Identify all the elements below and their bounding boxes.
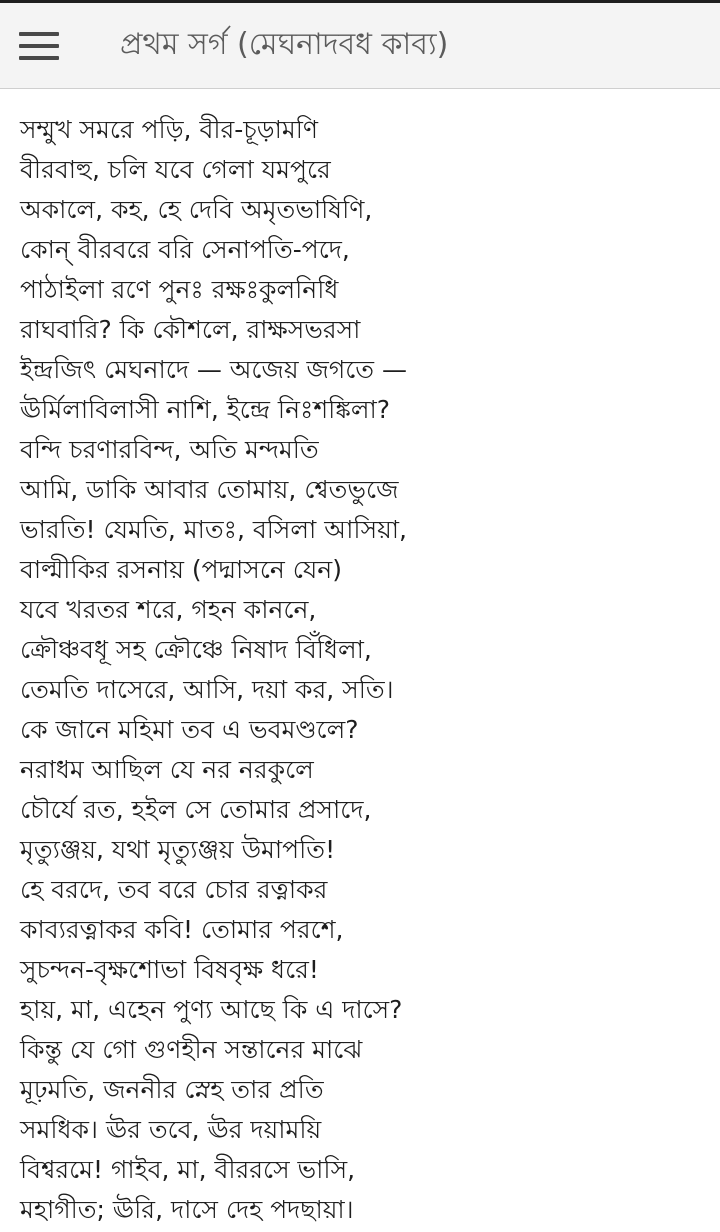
verse-line: হায়, মা, এহেন পুণ্য আছে কি এ দাসে? <box>20 995 403 1024</box>
verse-line: ভারতি! যেমতি, মাতঃ, বসিলা আসিয়া, <box>20 515 408 544</box>
verse-line: কোন্ বীরবরে বরি সেনাপতি-পদে, <box>20 235 350 264</box>
verse-line: পাঠাইলা রণে পুনঃ রক্ষঃকুলনিধি <box>20 275 339 304</box>
verse-line: সুচন্দন-বৃক্ষশোভা বিষবৃক্ষ ধরে! <box>20 955 319 984</box>
verse-line: কিন্তু যে গো গুণহীন সন্তানের মাঝে <box>20 1035 363 1064</box>
verse-line: ক্রৌঞ্চবধূ সহ ক্রৌঞ্চে নিষাদ বিঁধিলা, <box>20 635 372 664</box>
verse-line: ঊর্মিলাবিলাসী নাশি, ইন্দ্রে নিঃশঙ্কিলা? <box>20 395 391 424</box>
verse-line: সমধিক। ঊর তবে, ঊর দয়াময়ি <box>20 1115 322 1144</box>
verse-line: মহাগীত; ঊরি, দাসে দেহ পদছায়া। <box>20 1195 354 1224</box>
verse-line: আমি, ডাকি আবার তোমায়, শ্বেতভুজে <box>20 475 399 504</box>
verse-line: অকালে, কহ, হে দেবি অমৃতভাষিণি, <box>20 195 373 224</box>
verse-line: চৌর্যে রত, হইল সে তোমার প্রসাদে, <box>20 795 372 824</box>
menu-icon-bar <box>19 56 59 60</box>
verse-line: কে জানে মহিমা তব এ ভবমণ্ডলে? <box>20 715 359 744</box>
verse-line: যবে খরতর শরে, গহন কাননে, <box>20 595 317 624</box>
hamburger-menu-icon[interactable] <box>10 19 68 73</box>
verse-line: বাল্মীকির রসনায় (পদ্মাসনে যেন) <box>20 555 342 584</box>
verse-line: হে বরদে, তব বরে চোর রত্নাকর <box>20 875 328 904</box>
verse-line: মূঢ়মতি, জননীর স্নেহ তার প্রতি <box>20 1075 324 1104</box>
verse-line: বন্দি চরণারবিন্দ, অতি মন্দমতি <box>20 435 319 464</box>
verse-line: বীরবাহু, চলি যবে গেলা যমপুরে <box>20 155 331 184</box>
verse-line: নরাধম আছিল যে নর নরকুলে <box>20 755 314 784</box>
verse-line: কাব্যরত্নাকর কবি! তোমার পরশে, <box>20 915 344 944</box>
menu-icon-bar <box>19 32 59 36</box>
verse-line: মৃত্যুঞ্জয়, যথা মৃত্যুঞ্জয় উমাপতি! <box>20 835 336 864</box>
menu-icon-bar <box>19 44 59 48</box>
verse-line: বিশ্বরমে! গাইব, মা, বীররসে ভাসি, <box>20 1155 356 1184</box>
verse-line: সম্মুখ সমরে পড়ি, বীর-চূড়ামণি <box>20 115 319 144</box>
app-bar <box>0 3 720 89</box>
verse-line: ইন্দ্রজিৎ মেঘনাদে — অজেয় জগতে — <box>20 355 408 384</box>
page-title: প্রথম সর্গ (মেঘনাদবধ কাব্য) <box>120 27 449 62</box>
poem-text <box>20 110 710 1230</box>
verse-line: রাঘবারি? কি কৌশলে, রাক্ষসভরসা <box>20 315 361 344</box>
verse-line: তেমতি দাসেরে, আসি, দয়া কর, সতি। <box>20 675 394 704</box>
